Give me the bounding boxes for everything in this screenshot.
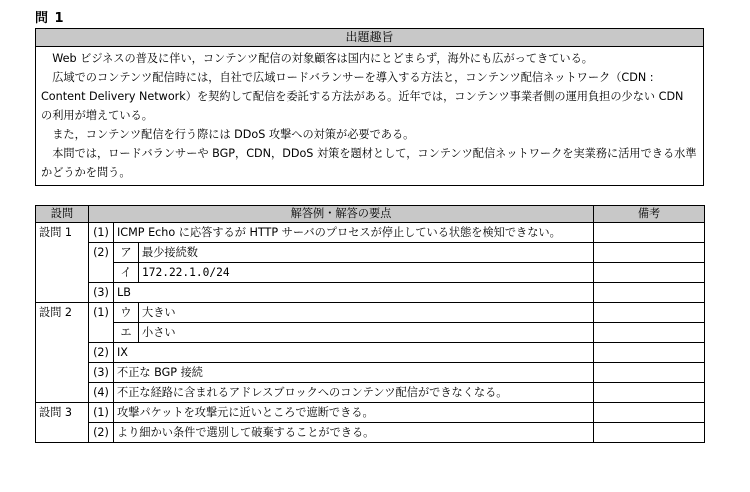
table-row [36, 323, 705, 343]
answer-cell: LB [114, 283, 594, 303]
table-row [36, 343, 705, 363]
remarks-cell [594, 343, 705, 363]
sub-number: (2) [89, 423, 114, 443]
remarks-cell [594, 263, 705, 283]
answer-key: ア [114, 243, 139, 263]
intent-body [36, 47, 703, 185]
remarks-cell [594, 223, 705, 243]
sub-number: (1) [89, 403, 114, 423]
intent-paragraph: また，コンテンツ配信を行う際には DDoS 攻撃への対策が必要である。 [41, 128, 415, 141]
answer-cell: 小さい [139, 323, 594, 343]
answer-key: エ [114, 323, 139, 343]
sub-number: (3) [89, 283, 114, 303]
table-row [36, 223, 705, 243]
table-row [36, 383, 705, 403]
intent-paragraph: Web ビジネスの普及に伴い，コンテンツ配信の対象顧客は国内にとどまらず，海外にも広がってきている。 [41, 52, 593, 65]
answer-cell: より細かい条件で選別して破棄することができる。 [114, 423, 594, 443]
intent-paragraph: 広域でのコンテンツ配信時には，自社で広域ロードバランサーを導入する方法と，コンテンツ配信ネットワーク（CDN : Content Delivery Network）を契約して配信を委託する方法がある。近年では，コンテンツ事業者側の運用負担の少ない CDN の利用が増えている。 [41, 71, 684, 122]
answer-cell: 不正な BGP 接続 [114, 363, 594, 383]
remarks-cell [594, 243, 705, 263]
answer-cell: 172.22.1.0/24 [139, 263, 594, 283]
question-label: 設問 3 [36, 403, 89, 443]
intent-header: 出題趣旨 [36, 29, 703, 47]
header-question: 設問 [36, 206, 89, 223]
remarks-cell [594, 303, 705, 323]
sub-number: (1) [89, 223, 114, 243]
table-header-row [36, 206, 705, 223]
table-row [36, 303, 705, 323]
answer-key: イ [114, 263, 139, 283]
answer-cell: 最少接続数 [139, 243, 594, 263]
question-title: 問 1 [35, 11, 65, 26]
sub-number: (1) [89, 303, 114, 343]
header-answer: 解答例・解答の要点 [89, 206, 594, 223]
question-label: 設問 1 [36, 223, 89, 303]
question-label: 設問 2 [36, 303, 89, 403]
remarks-cell [594, 283, 705, 303]
answer-key: ウ [114, 303, 139, 323]
table-row [36, 283, 705, 303]
table-row [36, 243, 705, 263]
sub-number: (2) [89, 343, 114, 363]
remarks-cell [594, 403, 705, 423]
table-row [36, 423, 705, 443]
intent-box [35, 28, 704, 186]
intent-paragraph: 本問では，ロードバランサーや BGP，CDN，DDoS 対策を題材として，コンテンツ配信ネットワークを実業務に活用できる水準かどうかを問う。 [41, 147, 697, 179]
header-remarks: 備考 [594, 206, 705, 223]
sub-number: (4) [89, 383, 114, 403]
remarks-cell [594, 363, 705, 383]
table-row [36, 403, 705, 423]
answer-cell: IX [114, 343, 594, 363]
remarks-cell [594, 323, 705, 343]
answer-cell: ICMP Echo に応答するが HTTP サーバのプロセスが停止している状態を検知できない。 [114, 223, 594, 243]
answer-cell: 大きい [139, 303, 594, 323]
answer-table [35, 205, 705, 443]
table-row [36, 263, 705, 283]
answer-cell: 不正な経路に含まれるアドレスブロックへのコンテンツ配信ができなくなる。 [114, 383, 594, 403]
sub-number: (2) [89, 243, 114, 283]
remarks-cell [594, 423, 705, 443]
sub-number: (3) [89, 363, 114, 383]
answer-cell: 攻撃パケットを攻撃元に近いところで遮断できる。 [114, 403, 594, 423]
table-row [36, 363, 705, 383]
remarks-cell [594, 383, 705, 403]
